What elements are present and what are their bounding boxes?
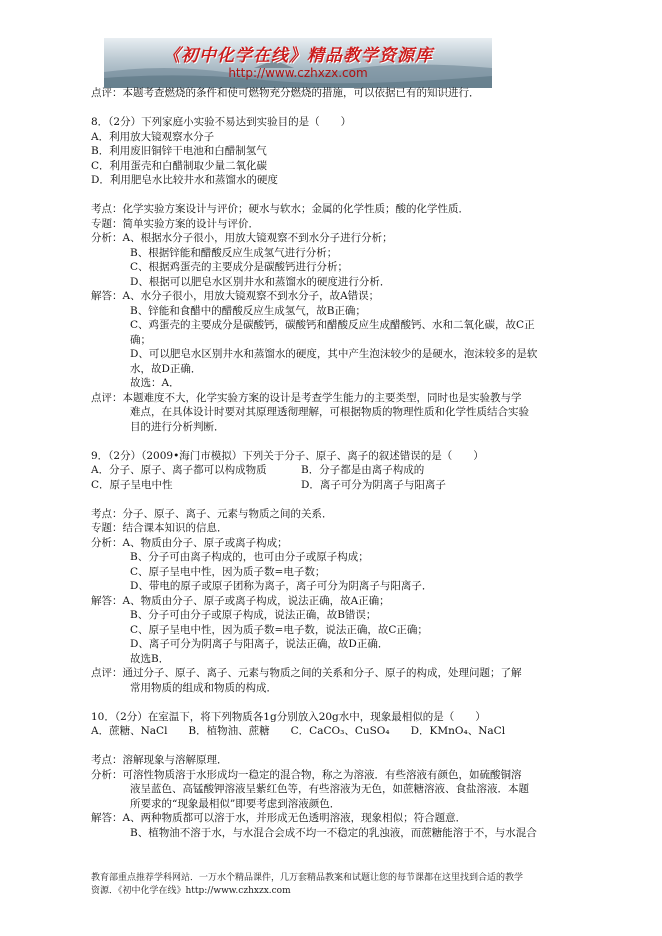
q9-fenxi-b: B、分子可由离子构成的，也可由分子或原子构成； (130, 551, 369, 563)
q8-dianping: 点评：本题难度不大，化学实验方案的设计是考查学生能力的主要类型，同时也是实验教与学 (91, 391, 522, 404)
q9-option-d: D．离子可分为阴离子与阳离子 (301, 478, 446, 491)
q8-fenxi-b: B、根据锌能和醋酸反应生成氢气进行分析； (130, 246, 338, 259)
q8-jieda-d: D、可以肥皂水区别井水和蒸馏水的硬度，其中产生泡沫较少的是硬水，泡沫较多的是软 (130, 348, 538, 360)
q8-jieda-b: B、锌能和食醋中的醋酸反应生成氢气，故B正确； (130, 304, 366, 317)
q8-option-c: C．利用蛋壳和白醋制取少量二氧化碳 (91, 159, 268, 172)
q8-dianping-cont-2: 目的进行分析判断． (130, 420, 225, 433)
q9-dianping-cont: 常用物质的组成和物质的构成． (130, 681, 277, 694)
q9-zhuanti: 专题：结合课本知识的信息． (91, 522, 228, 534)
q9-options-row-1 (91, 463, 589, 478)
q8-stem: 8．（2分）下列家庭小实验不易达到实验目的是（ ） (91, 116, 352, 128)
q8-zhuanti: 专题：简单实验方案的设计与评价． (91, 217, 259, 230)
q9-fenxi-d: D、带电的原子或原子团称为离子，离子可分为阴离子与阳离子． (130, 580, 433, 592)
q8-jieda-c-cont: 确； (130, 333, 151, 346)
page-footer (91, 872, 589, 898)
footer-line-2: 资源．《初中化学在线》http://www.czhxzx.com (91, 886, 291, 896)
q7-comment: 点评：本题考查燃烧的条件和使可燃物充分燃烧的措施，可以依据已有的知识进行． (91, 87, 480, 99)
q10-kaodian: 考点：溶解现象与溶解原理． (91, 754, 228, 766)
q9-kaodian: 考点：分子、原子、离子、元素与物质之间的关系． (91, 507, 333, 520)
header-banner (104, 38, 492, 88)
q10-options: A．蔗糖、NaCl B．植物油、蔗糖 C．CaCO₃、CuSO₄ D．KMnO₄、NaCl (91, 725, 506, 737)
q10-jieda-a: 解答：A、两种物质都可以溶于水，并形成无色透明溶液，现象相似；符合题意． (91, 812, 467, 824)
q8-option-a: A．利用放大镜观察水分子 (91, 130, 215, 143)
q8-dianping-cont-1: 难点，在具体设计时要对其原理透彻理解，可根据物质的物理性质和化学性质结合实验 (130, 406, 529, 418)
q10-stem: 10．（2分）在室温下，将下列物质各1g分别放入20g水中，现象最相似的是（ ） (91, 710, 486, 723)
q10-fenxi-cont-2: 所要求的“现象最相似”即要考虑到溶液颜色． (130, 797, 341, 810)
q8-fenxi-a: 分析：A、根据水分子很小，用放大镜观察不到水分子进行分析； (91, 232, 393, 244)
document-body (91, 86, 589, 840)
q8-kaodian: 考点：化学实验方案设计与评价；硬水与软水；金属的化学性质；酸的化学性质． (91, 203, 469, 215)
q9-option-b: B．分子都是由离子构成的 (301, 464, 425, 476)
q8-jieda-d-cont: 水，故D正确． (130, 362, 202, 375)
q8-fenxi-d: D、根据可以肥皂水区别井水和蒸馏水的硬度进行分析． (130, 275, 391, 288)
q8-answer: 故选：A． (130, 377, 180, 389)
q9-jieda-b: B、分子可由分子或原子构成，说法正确，故B错误； (130, 609, 377, 621)
q8-jieda-c: C、鸡蛋壳的主要成分是碳酸钙，碳酸钙和醋酸反应生成醋酸钙、水和二氧化碳，故C正 (130, 319, 535, 331)
q9-answer: 故选B． (130, 652, 170, 665)
q8-option-b: B．利用废旧铜锌干电池和白醋制氢气 (91, 145, 267, 157)
q10-fenxi-cont-1: 液呈蓝色、高锰酸钾溶液呈紫红色等，有些溶液为无色，如蔗糖溶液、食盐溶液．本题 (130, 783, 529, 795)
q9-option-c: C．原子呈电中性 (91, 478, 173, 491)
q9-jieda-a: 解答：A、物质由分子、原子或离子构成，说法正确，故A正确； (91, 594, 390, 607)
q10-fenxi: 分析：可溶性物质溶于水形成均一稳定的混合物，称之为溶液．有些溶液有颜色，如硫酸铜溶 (91, 768, 522, 781)
footer-line-1: 教育部重点推荐学科网站．一万水个精品课件，几万套精品教案和试题让您的每节课都在这里找到合适的教学 (91, 873, 524, 883)
q8-fenxi-c: C、根据鸡蛋壳的主要成分是碳酸钙进行分析； (130, 261, 349, 273)
question-10 (91, 710, 589, 841)
question-9 (91, 449, 589, 696)
q9-stem: 9．（2分）（2009•海门市模拟）下列关于分子、原子、离子的叙述错误的是（ ） (91, 449, 484, 462)
banner-url[interactable]: http://www.czhxzx.com (228, 66, 368, 80)
q9-jieda-d: D、离子可分为阴离子与阳离子，说法正确，故D正确． (130, 638, 389, 650)
q8-option-d: D．利用肥皂水比较井水和蒸馏水的硬度 (91, 174, 278, 186)
q8-jieda-a: 解答：A、水分子很小，用放大镜观察不到水分子，故A错误； (91, 290, 380, 302)
banner-title: 《初中化学在线》精品教学资源库 (163, 46, 433, 66)
q9-fenxi-a: 分析：A、物质由分子、原子或离子构成； (91, 536, 288, 549)
q9-fenxi-c: C、原子呈电中性，因为质子数=电子数； (130, 565, 326, 578)
q9-dianping: 点评：通过分子、原子、离子、元素与物质之间的关系和分子、原子的构成，处理问题；了解 (91, 667, 522, 679)
q9-options-row-2 (91, 478, 589, 493)
q9-jieda-c: C、原子呈电中性，因为质子数=电子数，说法正确，故C正确； (130, 623, 428, 636)
q9-option-a: A．分子、原子、离子都可以构成物质 (91, 464, 267, 476)
question-8 (91, 115, 589, 434)
q10-jieda-b: B、植物油不溶于水，与水混合会成不均一不稳定的乳浊液，而蔗糖能溶于不，与水混合 (130, 826, 537, 839)
